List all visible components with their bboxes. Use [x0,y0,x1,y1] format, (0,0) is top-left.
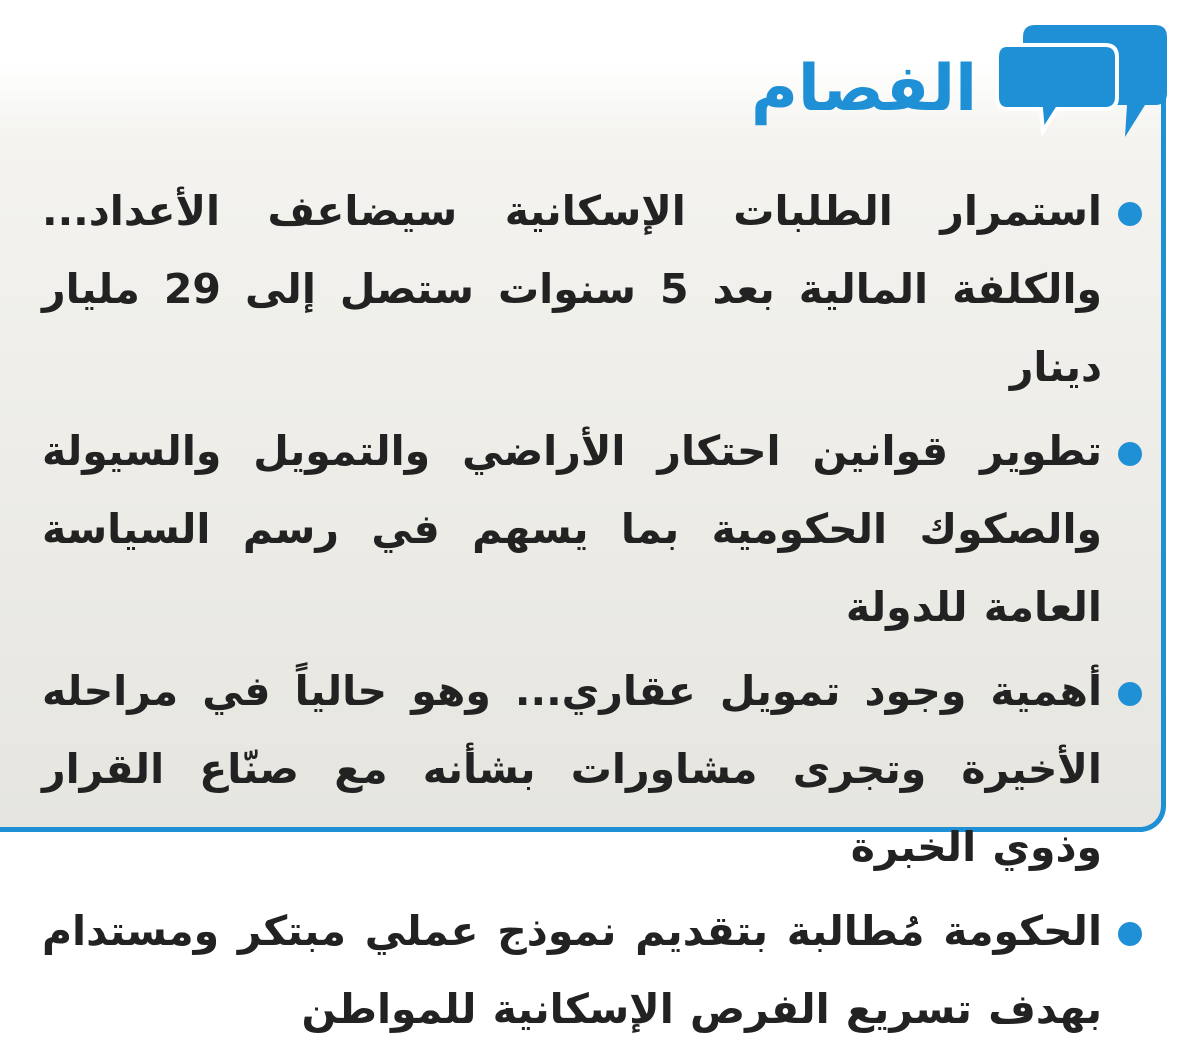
header [751,22,1170,142]
quote-bubble-icon [995,23,1170,141]
bullet-text: أهمية وجود تمويل عقاري... وهو حالياً في مراحله الأخيرة وتجرى مشاورات بشأنه مع صنّاع القرار وذوي الخبرة [42,667,1102,871]
list-item [42,892,1142,1048]
bullet-text: الحكومة مُطالبة بتقديم نموذج عملي مبتكر ومستدام بهدف تسريع الفرص الإسكانية للمواطن [42,907,1102,1033]
bullet-dot-icon [1118,442,1142,466]
bullet-dot-icon [1118,922,1142,946]
bullet-dot-icon [1118,682,1142,706]
bullet-dot-icon [1118,202,1142,226]
bullet-text: استمرار الطلبات الإسكانية سيضاعف الأعداد... والكلفة المالية بعد 5 سنوات ستصل إلى 29 مليار دينار [42,187,1102,391]
list-item [42,652,1142,886]
list-item [42,412,1142,646]
section-title: الفصام [750,52,977,126]
list-item [42,172,1142,406]
bullet-text: تطوير قوانين احتكار الأراضي والتمويل والسيولة والصكوك الحكومية بما يسهم في رسم السياسة العامة للدولة [42,427,1102,631]
bullet-list [42,172,1142,1054]
